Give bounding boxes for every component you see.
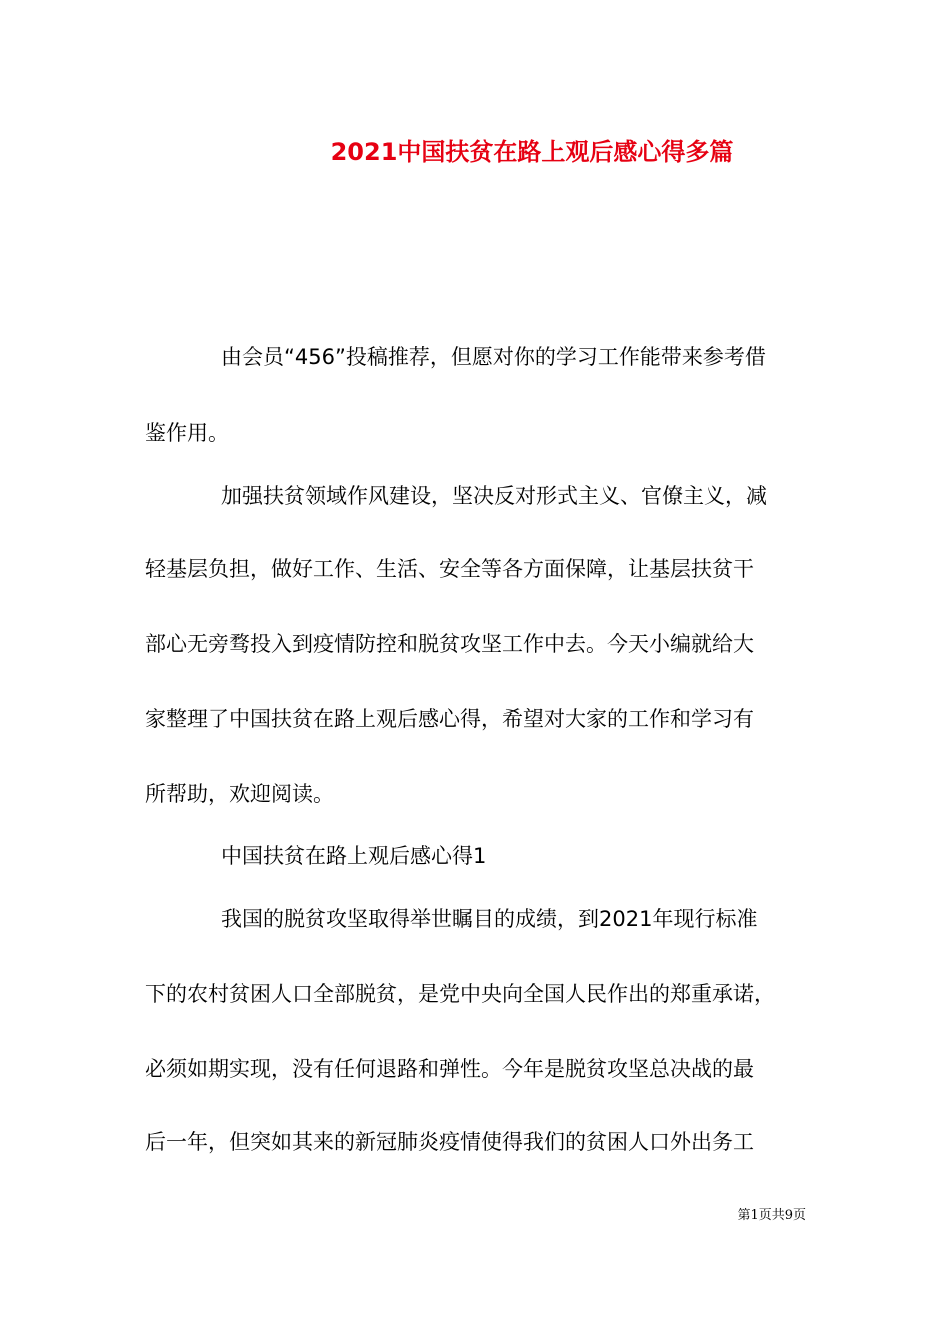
paragraph-2-line-1: 加强扶贫领域作风建设，坚决反对形式主义、官僚主义，减 [221, 484, 767, 508]
paragraph-2-line-2: 轻基层负担，做好工作、生活、安全等各方面保障，让基层扶贫干 [145, 557, 754, 581]
paragraph-2-line-4: 家整理了中国扶贫在路上观后感心得，希望对大家的工作和学习有 [145, 707, 754, 731]
paragraph-2-line-3: 部心无旁骛投入到疫情防控和脱贫攻坚工作中去。今天小编就给大 [145, 632, 754, 656]
paragraph-3-line-2: 下的农村贫困人口全部脱贫，是党中央向全国人民作出的郑重承诺， [145, 982, 775, 1006]
page-footer: 第1页共9页 [737, 1208, 806, 1223]
paragraph-2-line-5: 所帮助，欢迎阅读。 [145, 782, 334, 806]
section-heading-1: 中国扶贫在路上观后感心得1 [221, 844, 487, 868]
paragraph-3-line-3: 必须如期实现，没有任何退路和弹性。今年是脱贫攻坚总决战的最 [145, 1057, 754, 1081]
paragraph-1-line-2: 鉴作用。 [145, 421, 229, 445]
paragraph-3-line-1: 我国的脱贫攻坚取得举世瞩目的成绩，到2021年现行标准 [221, 907, 758, 931]
paragraph-1-line-1: 由会员“456”投稿推荐，但愿对你的学习工作能带来参考借 [221, 345, 766, 369]
paragraph-3-line-4: 后一年，但突如其来的新冠肺炎疫情使得我们的贫困人口外出务工 [145, 1130, 754, 1154]
document-title: 2021中国扶贫在路上观后感心得多篇 [330, 138, 734, 166]
